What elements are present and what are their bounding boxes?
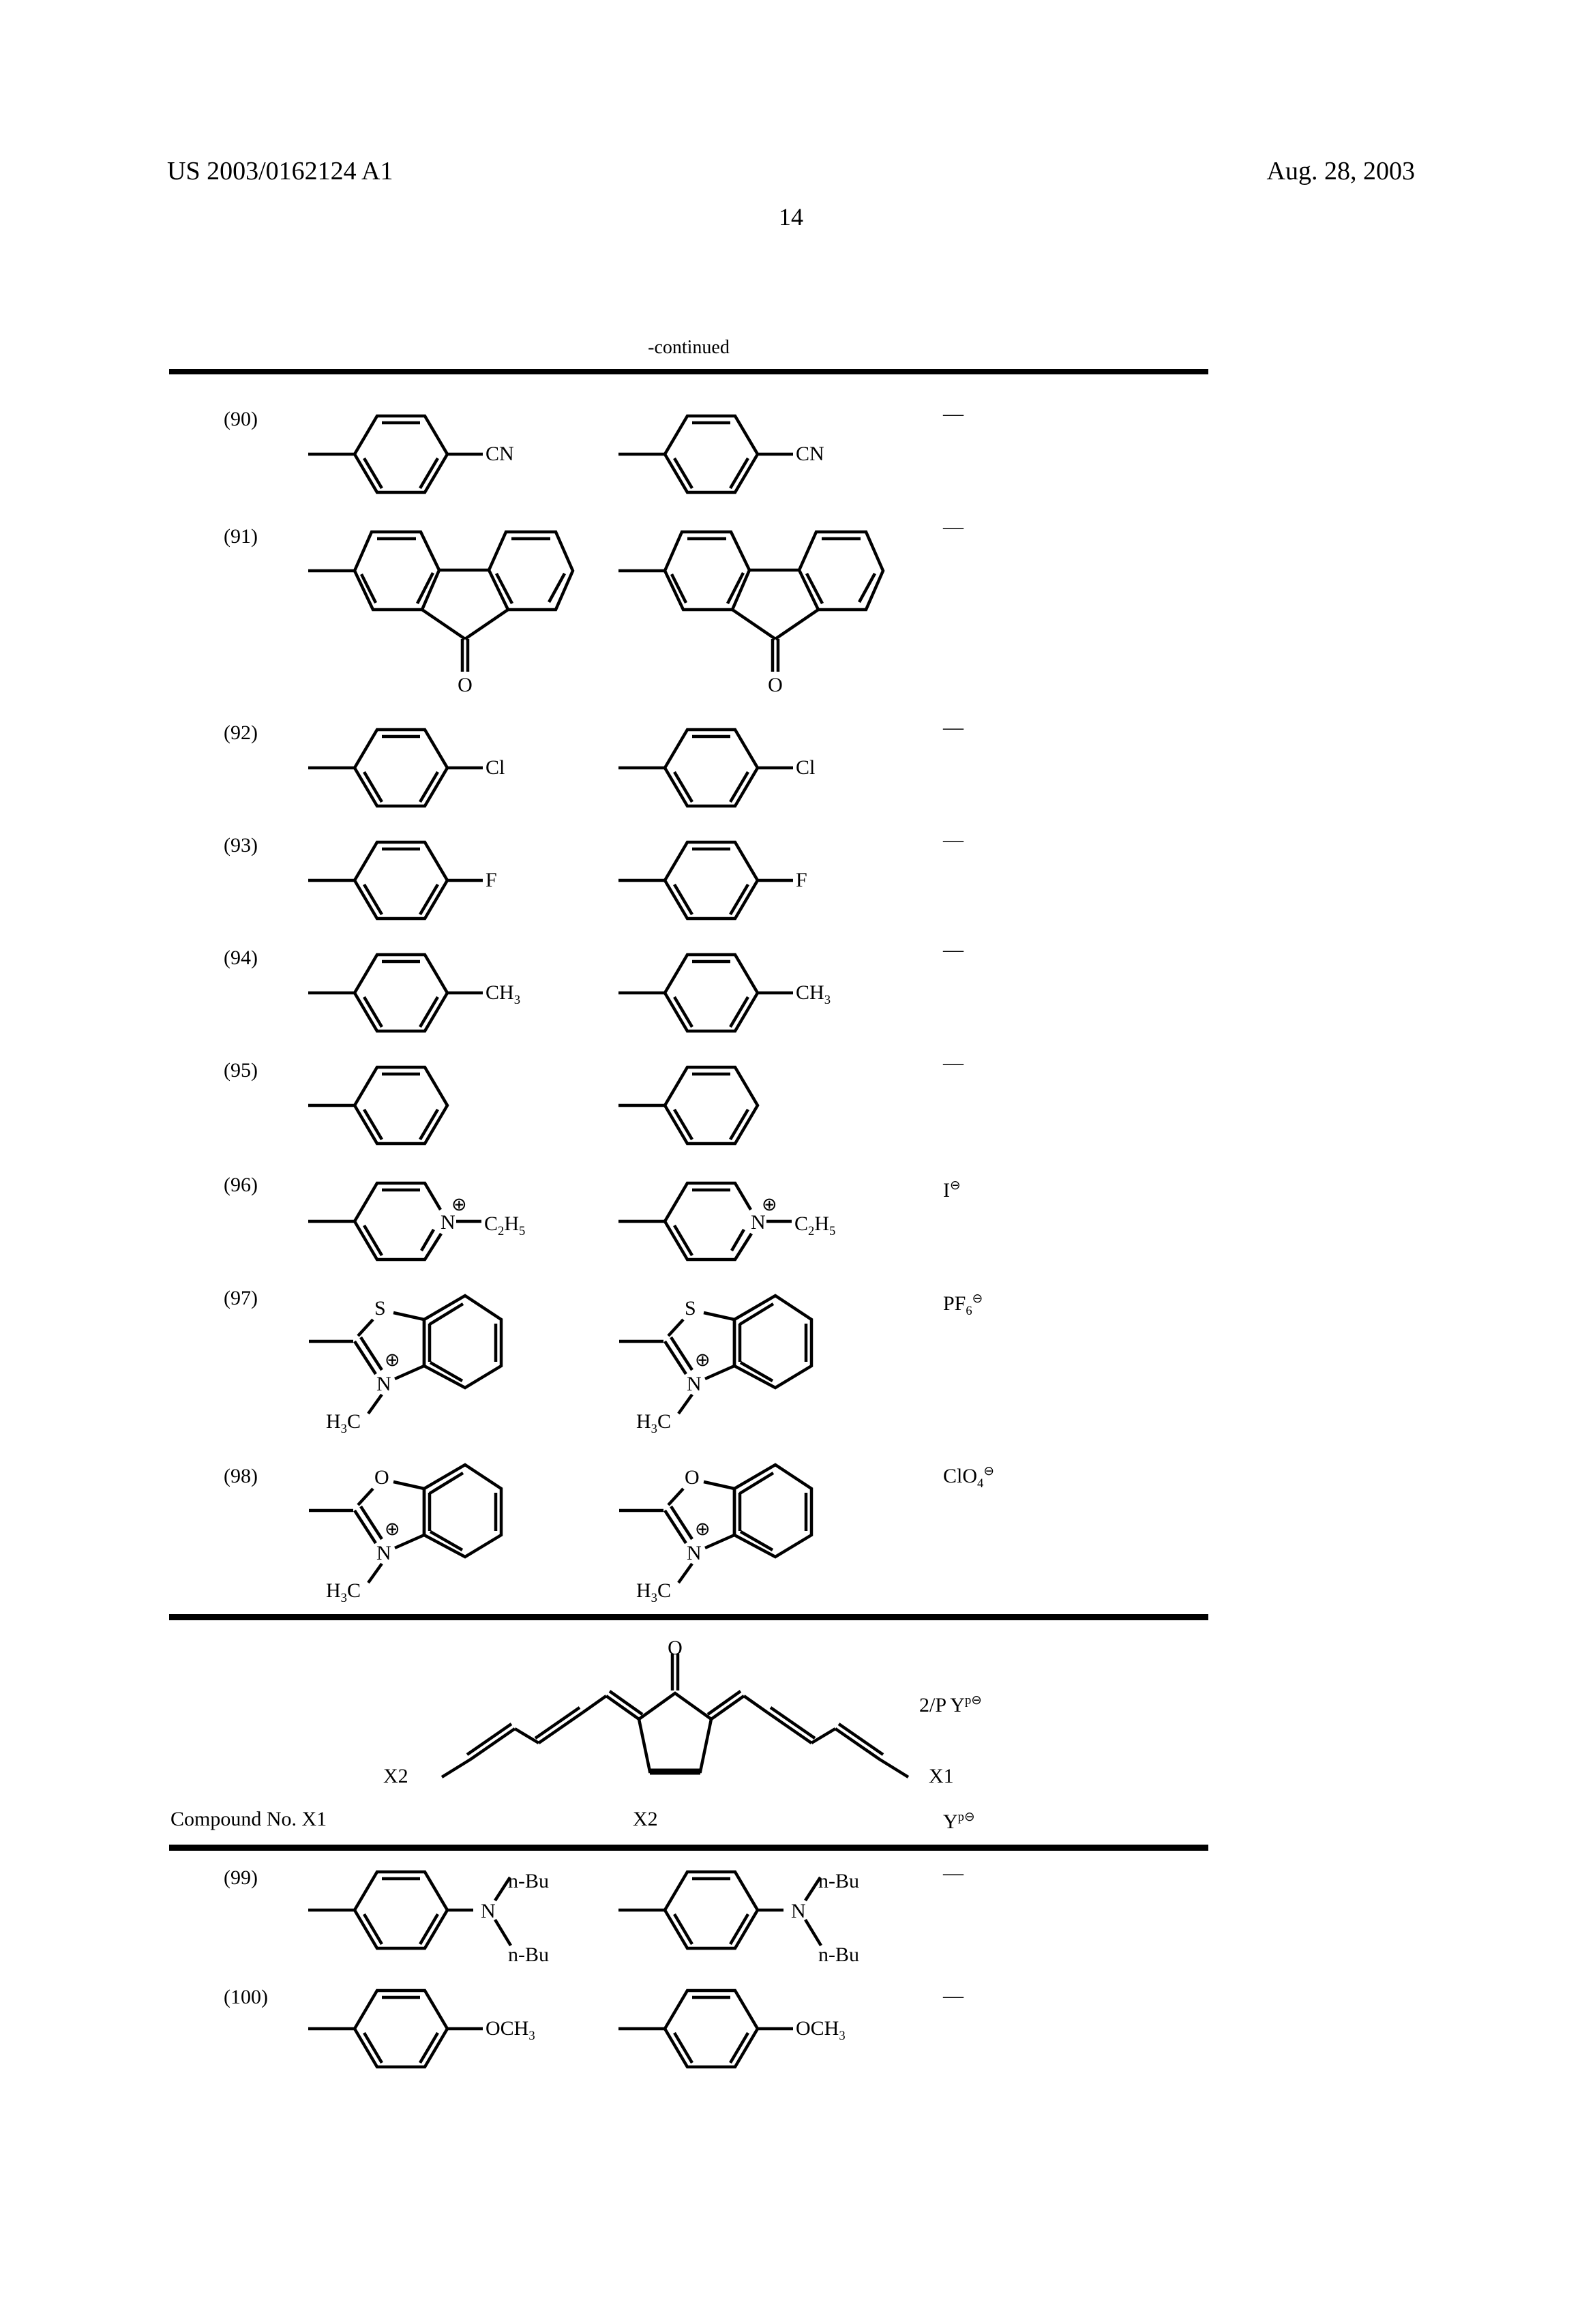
row-100-number: (100) <box>224 1986 268 2008</box>
n-methyl-label: $H_3C$ <box>636 1410 671 1436</box>
n-butyl-label: n-Bu <box>818 1943 859 1966</box>
oxygen-label: O <box>685 1466 700 1489</box>
row-92-number: (92) <box>224 721 258 744</box>
carbonyl-oxygen-label: O <box>458 674 473 696</box>
substituent-label: F <box>486 869 497 891</box>
sulfur-label: S <box>685 1297 696 1320</box>
substituent-label: CN <box>796 443 824 465</box>
anion-value: — <box>943 829 964 851</box>
nitrogen-label: N <box>441 1211 456 1234</box>
n-methyl-label: $H_3C$ <box>636 1579 671 1605</box>
compound-91-x2-structure <box>617 528 890 689</box>
compound-90-x2-structure <box>617 412 822 501</box>
plus-charge-icon: ⊕ <box>451 1194 467 1215</box>
row-95-number: (95) <box>224 1059 258 1082</box>
compound-93-x2-structure <box>617 838 822 927</box>
compound-94-x2-structure <box>617 951 822 1039</box>
table-rule-header <box>169 1845 1208 1851</box>
anion-value: — <box>943 716 964 739</box>
n-methyl-label: $H_3C$ <box>326 1410 361 1436</box>
compound-91-x1-structure <box>307 528 580 689</box>
anion-value: — <box>943 1862 964 1884</box>
column-header-anion: $Y^{p⊖}$ <box>943 1810 975 1833</box>
compound-100-x2-structure <box>617 1986 822 2075</box>
substituent-label: Cl <box>796 756 816 779</box>
carbonyl-oxygen-label: O <box>768 674 783 696</box>
column-header-x2: X2 <box>633 1808 658 1830</box>
anion-value: I⊖ <box>943 1178 961 1202</box>
nitrogen-label: N <box>751 1211 766 1234</box>
compound-92-x2-structure <box>617 726 822 814</box>
row-91-number: (91) <box>224 525 258 548</box>
compound-95-x1-structure <box>307 1063 450 1152</box>
compound-96-x2-structure <box>617 1179 822 1270</box>
anion-value: — <box>943 1052 964 1074</box>
n-butyl-label: n-Bu <box>818 1870 859 1892</box>
scaffold-x2-label: X2 <box>383 1765 408 1787</box>
row-97-number: (97) <box>224 1287 258 1309</box>
substituent-label: $CH_3$ <box>796 981 831 1007</box>
plus-charge-icon: ⊕ <box>695 1519 711 1540</box>
row-94-number: (94) <box>224 947 258 969</box>
nitrogen-label: N <box>376 1542 391 1564</box>
nitrogen-label: N <box>687 1373 702 1395</box>
row-96-number: (96) <box>224 1174 258 1196</box>
anion-value: — <box>943 516 964 538</box>
substituent-label: $OCH_3$ <box>486 2017 535 2043</box>
compound-92-x1-structure <box>307 726 511 814</box>
column-header-compound-no-x1: Compound No. X1 <box>170 1808 327 1830</box>
compound-100-x1-structure <box>307 1986 511 2075</box>
n-butyl-label: n-Bu <box>508 1943 549 1966</box>
n-butyl-label: n-Bu <box>508 1870 549 1892</box>
substituent-label: $C_2H_5$ <box>484 1212 526 1238</box>
compound-90-x1-structure <box>307 412 511 501</box>
table-rule-top <box>169 369 1208 374</box>
substituent-label: $C_2H_5$ <box>794 1212 836 1238</box>
plus-charge-icon: ⊕ <box>385 1519 400 1540</box>
compound-99-x2-structure <box>617 1868 849 1984</box>
anion-value: ClO$_4$⊖ <box>943 1464 994 1491</box>
sulfur-label: S <box>374 1297 386 1320</box>
substituent-label: Cl <box>486 756 505 779</box>
compound-99-x1-structure <box>307 1868 539 1984</box>
anion-value: — <box>943 938 964 961</box>
nitrogen-label: N <box>481 1900 496 1922</box>
row-99-number: (99) <box>224 1866 258 1889</box>
scaffold-x1-label: X1 <box>929 1765 954 1787</box>
anion-value: — <box>943 1984 964 2007</box>
oxygen-label: O <box>374 1466 389 1489</box>
plus-charge-icon: ⊕ <box>695 1350 711 1371</box>
substituent-label: $OCH_3$ <box>796 2017 846 2043</box>
plus-charge-icon: ⊕ <box>762 1194 777 1215</box>
n-methyl-label: $H_3C$ <box>326 1579 361 1605</box>
compound-93-x1-structure <box>307 838 511 927</box>
plus-charge-icon: ⊕ <box>385 1350 400 1371</box>
substituent-label: F <box>796 869 807 891</box>
row-98-number: (98) <box>224 1465 258 1487</box>
anion-value: $PF_6^⊖$ <box>943 1292 983 1318</box>
continued-label: -continued <box>648 337 730 358</box>
nitrogen-label: N <box>376 1373 391 1395</box>
page-number: 14 <box>779 203 803 230</box>
carbonyl-oxygen-label: O <box>668 1637 683 1659</box>
publication-date: Aug. 28, 2003 <box>1266 157 1415 185</box>
compound-94-x1-structure <box>307 951 511 1039</box>
nitrogen-label: N <box>687 1542 702 1564</box>
substituent-label: CN <box>486 443 514 465</box>
anion-value: — <box>943 402 964 425</box>
row-90-number: (90) <box>224 408 258 430</box>
substituent-label: $CH_3$ <box>486 981 520 1007</box>
nitrogen-label: N <box>791 1900 806 1922</box>
patent-number: US 2003/0162124 A1 <box>167 157 393 185</box>
row-93-number: (93) <box>224 834 258 856</box>
compound-96-x1-structure <box>307 1179 511 1270</box>
compound-95-x2-structure <box>617 1063 760 1152</box>
counterion-label: 2/P $Y^{p⊖}$ <box>919 1693 982 1716</box>
